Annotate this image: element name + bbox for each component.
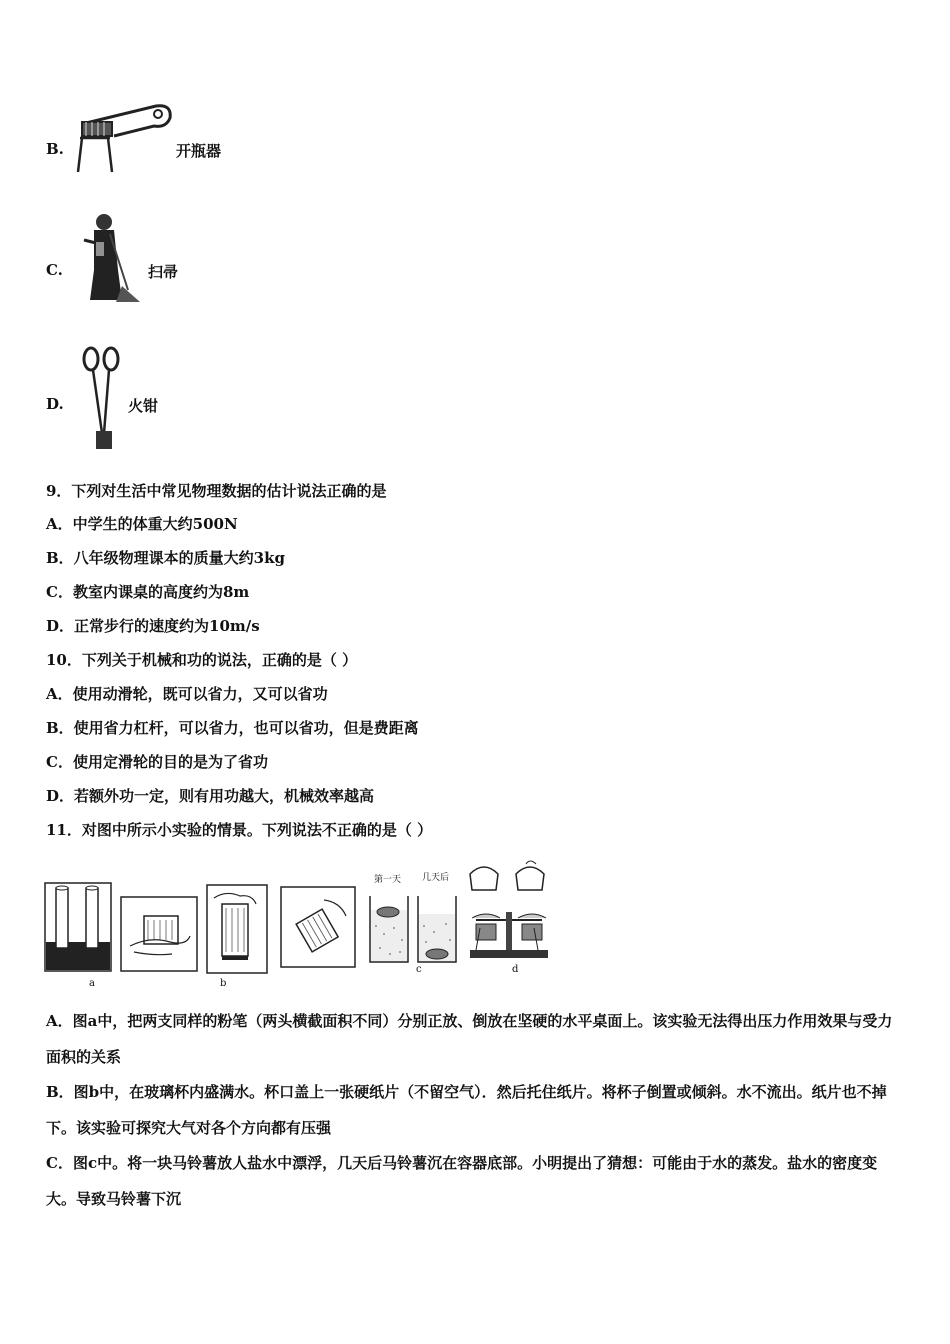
fire-tongs-icon [78,345,128,455]
option-d-label: 火钳 [128,397,159,415]
figure-a-chalk-icon [44,882,114,974]
figure-b-cup-hand-icon [120,896,200,974]
q10-option-d: D．若额外功一定，则有用功越大，机械效率越高 [46,787,375,805]
option-d-letter: D. [46,395,64,413]
q10-option-c: C．使用定滑轮的目的是为了省功 [46,753,268,771]
figure-label-d: d [512,964,519,975]
figure-b-inverted-cup-icon [206,884,268,974]
q9-option-a: A．中学生的体重大约500N [46,515,238,533]
q10-stem: 10．下列关于机械和功的说法，正确的是（ ） [46,651,358,669]
q10-option-b: B．使用省力杠杆，可以省力，也可以省功，但是费距离 [46,719,419,737]
q9-stem: 9．下列对生活中常见物理数据的估计说法正确的是 [46,482,387,500]
figure-label-b: b [220,978,227,989]
figure-d-balance-icon [466,858,552,976]
broom-icon [80,210,150,305]
option-b-label: 开瓶器 [176,142,222,160]
figure-c-later-label: 几天后 [422,873,450,883]
figure-label-a: a [89,978,95,989]
figure-c-day1-label: 第一天 [374,875,402,885]
q9-option-d: D．正常步行的速度约为10m/s [46,617,260,635]
bottle-opener-icon [74,100,174,175]
figure-b-tilted-cup-icon [280,886,356,970]
q9-option-b: B．八年级物理课本的质量大约3kg [46,549,285,567]
q11-option-a: A．图a中，把两支同样的粉笔（两头横截面积不同）分别正放、倒放在坚硬的水平桌面上。该实验无法得出压力作用效果与受力面积的关系 [46,1012,893,1066]
q10-option-a: A．使用动滑轮，既可以省力，又可以省功 [46,685,328,703]
q9-option-c: C．教室内课桌的高度约为8m [46,583,250,601]
option-c-letter: C. [46,261,63,279]
q11-stem: 11．对图中所示小实验的情景。下列说法不正确的是（ ） [46,821,433,839]
option-c-label: 扫帚 [148,263,179,281]
q11-option-c: C．图c中。将一块马铃薯放人盐水中漂浮，几天后马铃薯沉在容器底部。小明提出了猜想：可能由于水的蒸发。盐水的密度变大。导致马铃薯下沉 [46,1154,878,1208]
q11-option-b: B．图b中，在玻璃杯内盛满水。杯口盖上一张硬纸片（不留空气）．然后托住纸片。将杯子倒置或倾斜。水不流出。纸片也不掉下。该实验可探究大气对各个方向都有压强 [46,1083,887,1137]
option-b-letter: B. [46,140,64,158]
figure-label-c: c [416,964,422,975]
figure-c-beakers-icon [364,870,464,974]
q11-figure [44,858,550,992]
